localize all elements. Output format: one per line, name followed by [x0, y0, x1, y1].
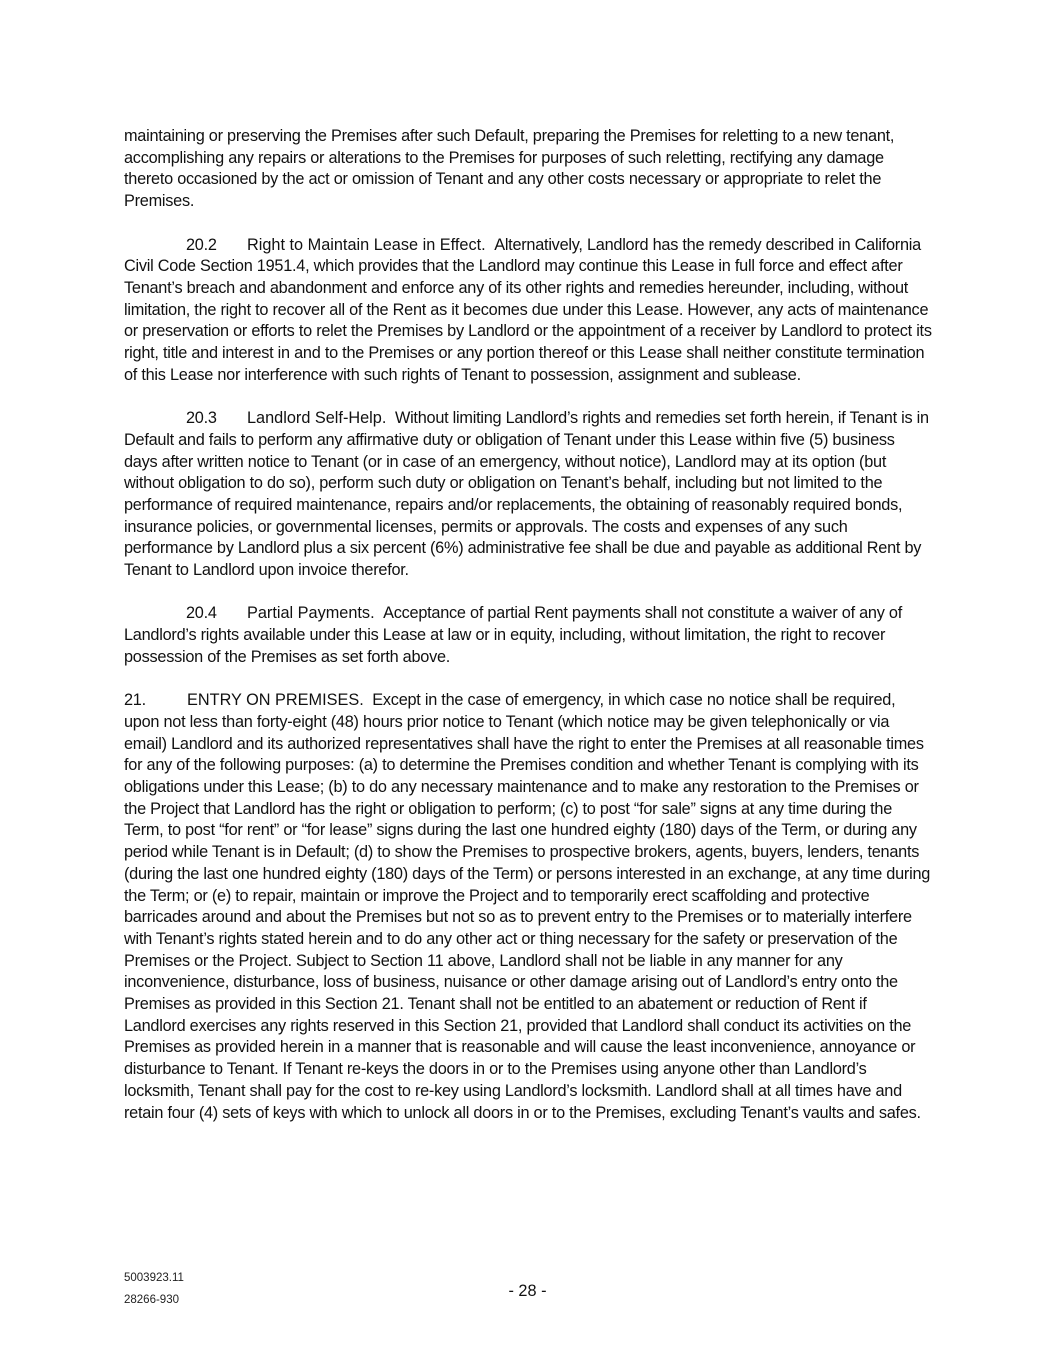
section-20-2 [124, 235, 932, 387]
section-body: Acceptance of partial Rent payments shall not constitute a waiver of any of Landlord’s rights available under this Lease at law or in equity, including, without limitation, the right to recover possession of the Premises as set forth above. [124, 604, 902, 666]
intro-paragraph: maintaining or preserving the Premises after such Default, preparing the Premises for reletting to a new tenant, accomplishing any repairs or alterations to the Premises for purposes of such reletting, rectifying any damage thereto occasioned by the act or omission of Tenant and any other costs necessary or appropriate to relet the Premises. [124, 127, 895, 211]
section-body: Without limiting Landlord’s rights and remedies set forth herein, if Tenant is in Default and fails to perform any affirmative duty or obligation of Tenant under this Lease within five (5) business days after written notice to Tenant (or in case of an emergency, without notice), Landlord may at its option (but without obligation to do so), perform such duty or obligation on Tenant’s behalf, including but not limited to the performance of required maintenance, repairs and/or replacements, the obtaining of reasonably required bonds, insurance policies, or governmental licenses, permits or approvals. The costs and expenses of any such performance by Landlord plus a six percent (6%) administrative fee shall be due and payable as additional Rent by Tenant to Landlord upon invoice therefor. [124, 409, 929, 580]
section-number: 20.3 [186, 409, 217, 428]
section-number: 20.2 [186, 235, 217, 254]
article-heading: ENTRY ON PREMISES. [187, 691, 364, 710]
article-21 [124, 690, 932, 1124]
article-body: Except in the case of emergency, in which case no notice shall be required, upon not less than forty-eight (48) hours prior notice to Tenant (which notice may be given telephonically or via email) Landlord and its authorized representatives shall have the right to enter the Premises at all reasonable times for any of the following purposes: (a) to determine the Premises condition and whether Tenant is complying with its obligations under this Lease; (b) to do any necessary maintenance and to make any restoration to the Premises or the Project that Landlord has the right or obligation to perform; (c) to post “for sale” signs at any time during the Term, to post “for rent” or “for lease” signs during the last one hundred eighty (180) days of the Term, or during any period while Tenant is in Default; (d) to show the Premises to prospective brokers, agents, buyers, lenders, tenants (during the last one hundred eighty (180) days of the Term) or persons interested in an exchange, at any time during the Term; or (e) to repair, maintain or improve the Project and to temporarily erect scaffolding and protective barricades around and about the Premises but not so as to prevent entry to the Premises or to materially interfere with Tenant’s rights stated herein and to do any other act or thing necessary for the safety or preservation of the Premises or the Project. Subject to Section 11 above, Landlord shall not be liable in any manner for any inconvenience, disturbance, loss of business, nuisance or other damage arising out of Landlord’s entry onto the Premises as provided in this Section 21. Tenant shall not be entitled to an abatement or reduction of Rent if Landlord exercises any rights reserved in this Section 21, provided that Landlord shall conduct its activities on the Premises as provided herein in a manner that is reasonable and will cause the least inconvenience, annoyance or disturbance to Tenant. If Tenant re-keys the doors in or to the Premises using anyone other than Landlord’s locksmith, Tenant shall pay for the cost to re-key using Landlord’s locksmith. Landlord shall at all times have and retain four (4) sets of keys with which to unlock all doors in or to the Premises, excluding Tenant’s vaults and safes. [124, 691, 931, 1122]
section-body: Alternatively, Landlord has the remedy described in California Civil Code Section 1951.4, which provides that the Landlord may continue this Lease in full force and effect after Tenant’s breach and abandonment and enforce any of its other rights and remedies hereunder, including, without limitation, the right to recover all of the Rent as it becomes due under this Lease. However, any acts of maintenance or preservation or efforts to relet the Premises by Landlord or the appointment of a receiver by Landlord to protect its right, title and interest in and to the Premises or any portion thereof or this Lease shall neither constitute termination of this Lease nor interference with such rights of Tenant to possession, assignment and sublease. [124, 235, 932, 384]
doc-id: 5003923.11 [124, 1272, 184, 1284]
matter-id: 28266-930 [124, 1294, 179, 1306]
section-heading: Partial Payments. [247, 604, 375, 623]
section-number: 20.4 [186, 604, 217, 623]
section-20-3 [124, 408, 932, 582]
section-heading: Right to Maintain Lease in Effect. [247, 235, 486, 254]
document-page [124, 126, 932, 1146]
section-heading: Landlord Self-Help. [247, 409, 387, 428]
section-20-4 [124, 603, 932, 668]
article-number: 21. [124, 691, 146, 710]
page-number: - 28 - [508, 1282, 547, 1300]
